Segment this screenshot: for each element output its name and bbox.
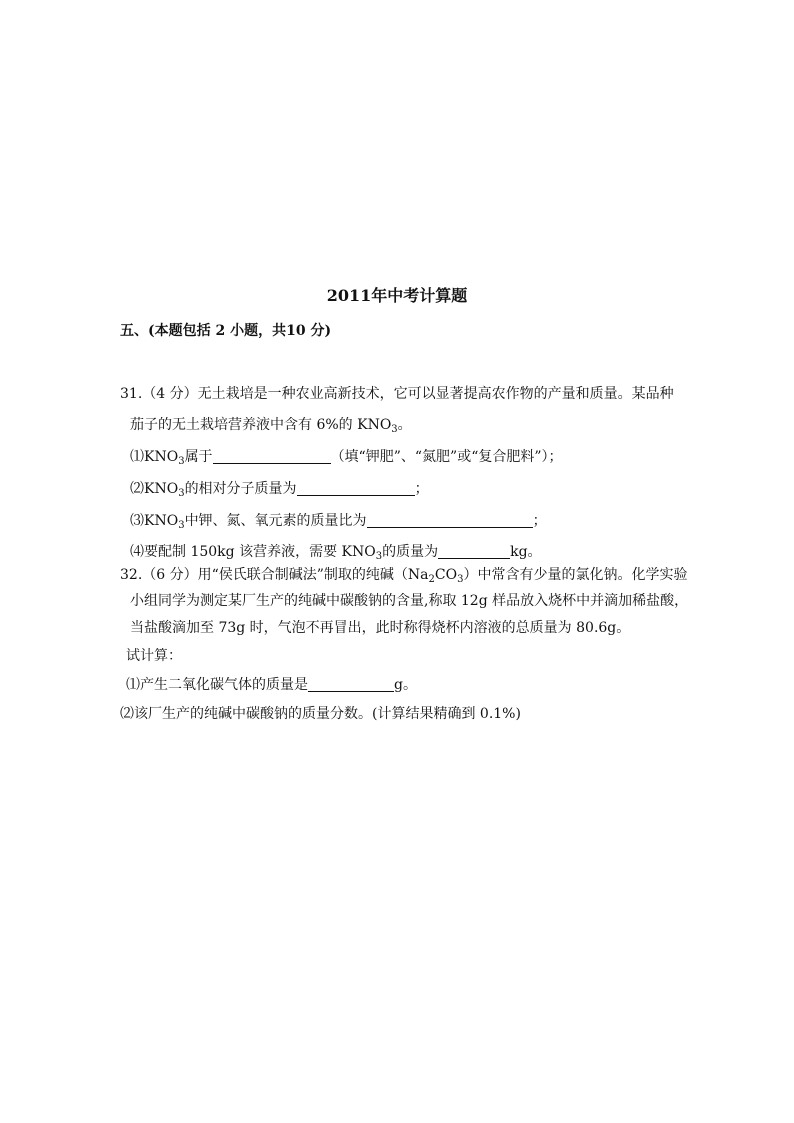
q31-p1-post: （填“钾肥”、“氮肥”或“复合肥料”）；: [330, 449, 563, 465]
q31-part2: [130, 480, 429, 498]
subscript: 3: [391, 424, 398, 435]
q31-line2: [130, 416, 412, 434]
q31-heading: 31.（4 分）无土栽培是一种农业高新技术，它可以显著提高农作物的产量和质量。某品种: [120, 386, 674, 402]
q32-part1: [126, 676, 417, 694]
q32-line2: 小组同学为测定某厂生产的纯碱中碳酸钠的含量,称取 12g 样品放入烧杯中并滴加稀盐酸，: [130, 593, 689, 609]
q31-part1: [130, 448, 563, 466]
subscript: 3: [178, 456, 185, 467]
q31-p3-post: ；: [532, 513, 547, 529]
page-title: 2011年中考计算题: [326, 286, 468, 305]
q32-line3: 当盐酸滴加至 73g 时，气泡不再冒出，此时称得烧杯内溶液的总质量为 80.6g。: [130, 620, 631, 636]
q31-p2-pre: ⑵KNO: [130, 481, 179, 497]
q32-head-pre: 32.（6 分）用“侯氏联合制碱法”制取的纯碱（Na: [120, 567, 429, 583]
q32-part2: ⑵该厂生产的纯碱中碳酸钠的质量分数。(计算结果精确到 0.1%): [120, 706, 521, 722]
q31-line2-text: 茄子的无土栽培营养液中含有 6%的 KNO: [130, 417, 392, 433]
section-heading: 五、(本题包括 2 小题，共10 分): [120, 323, 332, 339]
q31-p1-pre: ⑴KNO: [130, 449, 179, 465]
q31-part4: [130, 543, 542, 561]
q31-p2-mid: 的相对分子质量为: [184, 481, 297, 497]
q31-p1-mid: 属于: [184, 449, 213, 465]
q32-head-mid: CO: [434, 567, 458, 583]
q32-p1-post: g。: [394, 677, 417, 693]
answer-blank[interactable]: [297, 481, 415, 496]
answer-blank[interactable]: [367, 513, 533, 528]
answer-blank[interactable]: [308, 677, 394, 692]
q31-p4-pre: ⑷要配制 150kg 该营养液，需要 KNO: [130, 544, 376, 560]
q32-line4: 试计算：: [126, 648, 182, 664]
q31-p3-mid: 中钾、氮、氧元素的质量比为: [184, 513, 367, 529]
q31-part3: [130, 512, 547, 530]
q32-heading: [120, 566, 688, 584]
q31-p3-pre: ⑶KNO: [130, 513, 179, 529]
subscript: 2: [428, 574, 435, 585]
subscript: 3: [178, 520, 185, 531]
q31-p4-post: kg。: [510, 544, 542, 560]
q31-line2-end: 。: [397, 417, 412, 433]
q31-p2-post: ；: [414, 481, 429, 497]
answer-blank[interactable]: [213, 449, 331, 464]
answer-blank[interactable]: [438, 544, 510, 559]
q32-p1-pre: ⑴产生二氧化碳气体的质量是: [126, 677, 308, 693]
subscript: 3: [375, 551, 383, 562]
q32-head-post: ）中常含有少量的氯化钠。化学实验: [463, 567, 688, 583]
subscript: 3: [457, 574, 464, 585]
q31-p4-mid: 的质量为: [382, 544, 439, 560]
subscript: 3: [178, 488, 185, 499]
